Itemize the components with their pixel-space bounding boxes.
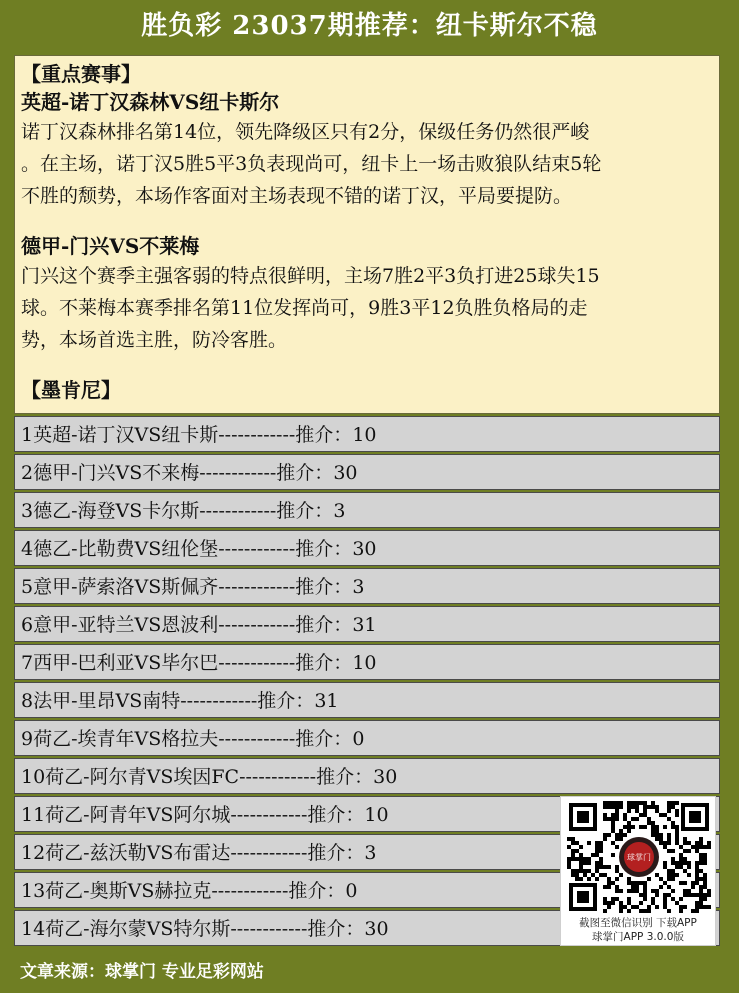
row-match: 14荷乙-海尔蒙VS特尔斯 — [21, 918, 231, 940]
qr-logo-text: 球掌门 — [627, 853, 651, 862]
match-analysis-line: 球。不莱梅本赛季排名第11位发挥尚可，9胜3平12负胜负格局的走 — [21, 297, 588, 319]
row-value: 30 — [352, 538, 377, 560]
row-label: 推介： — [295, 576, 353, 598]
row-value: 0 — [352, 728, 365, 750]
spacer — [21, 356, 713, 376]
row-match: 1英超-诺丁汉VS纽卡斯 — [21, 424, 219, 446]
row-value: 31 — [352, 614, 377, 636]
table-row — [14, 568, 720, 604]
row-match: 5意甲-萨索洛VS斯佩齐 — [21, 576, 219, 598]
match-analysis-line: 诺丁汉森林排名第14位，领先降级区只有2分，保级任务仍然很严峻 — [21, 121, 590, 143]
match-analysis-line: 不胜的颓势，本场作客面对主场表现不错的诺丁汉，平局要提防。 — [21, 185, 573, 207]
row-label: 推介： — [295, 652, 353, 674]
row-dashes: ------------ — [218, 576, 296, 598]
spacer — [21, 212, 713, 232]
table-row — [14, 758, 720, 794]
match-analysis-line: 。在主场，诺丁汉5胜5平3负表现尚可，纽卡上一场击败狼队结束5轮 — [21, 153, 602, 175]
row-dashes: ------------ — [230, 804, 308, 826]
row-dashes: ------------ — [218, 614, 296, 636]
key-matches-panel — [14, 55, 720, 414]
row-match: 6意甲-亚特兰VS恩波利 — [21, 614, 219, 636]
row-dashes: ------------ — [230, 918, 308, 940]
table-row — [14, 644, 720, 680]
row-label: 推介： — [295, 424, 353, 446]
qr-caption: 球掌门APP 3.0.0版 — [592, 931, 684, 943]
row-dashes: ------------ — [180, 690, 258, 712]
row-label: 推介： — [288, 880, 346, 902]
row-label: 推介： — [295, 728, 353, 750]
row-dashes: ------------ — [239, 766, 317, 788]
row-label: 推介： — [316, 766, 374, 788]
row-value: 3 — [364, 842, 377, 864]
row-value: 0 — [345, 880, 358, 902]
row-dashes: ------------ — [199, 500, 277, 522]
row-label: 推介： — [276, 462, 334, 484]
row-dashes: ------------ — [218, 424, 296, 446]
row-value: 30 — [373, 766, 398, 788]
row-dashes: ------------ — [218, 728, 296, 750]
row-match: 12荷乙-兹沃勒VS布雷达 — [21, 842, 231, 864]
source-footer: 文章来源：球掌门 专业足彩网站 — [20, 962, 264, 982]
table-row — [14, 606, 720, 642]
match-analysis-line: 势，本场首选主胜，防冷客胜。 — [21, 329, 288, 351]
row-value: 30 — [333, 462, 358, 484]
section-label: 【墨肯尼】 — [21, 378, 121, 402]
table-row — [14, 492, 720, 528]
qr-caption: 截图至微信识别 下载APP — [579, 917, 697, 929]
key-matches-heading: 【重点赛事】 — [21, 62, 141, 86]
row-label: 推介： — [295, 538, 353, 560]
row-dashes: ------------ — [230, 842, 308, 864]
match-title: 德甲-门兴VS不莱梅 — [21, 234, 200, 258]
row-match: 9荷乙-埃青年VS格拉夫 — [21, 728, 219, 750]
match-analysis-line: 门兴这个赛季主强客弱的特点很鲜明，主场7胜2平3负打进25球失15 — [21, 265, 600, 287]
row-value: 10 — [352, 424, 377, 446]
row-label: 推介： — [307, 842, 365, 864]
row-label: 推介： — [257, 690, 315, 712]
table-row — [14, 416, 720, 452]
page-title: 胜负彩 23037期推荐：纽卡斯尔不稳 — [141, 11, 598, 41]
match-title: 英超-诺丁汉森林VS纽卡斯尔 — [21, 90, 280, 114]
table-row — [14, 530, 720, 566]
table-row — [14, 682, 720, 718]
row-dashes: ------------ — [199, 462, 277, 484]
row-label: 推介： — [307, 804, 365, 826]
row-match: 4德乙-比勒费VS纽伦堡 — [21, 538, 219, 560]
row-match: 11荷乙-阿青年VS阿尔城 — [21, 804, 231, 826]
row-value: 10 — [352, 652, 377, 674]
qr-code-card — [560, 796, 716, 946]
row-match: 13荷乙-奥斯VS赫拉克 — [21, 880, 212, 902]
row-label: 推介： — [295, 614, 353, 636]
row-value: 3 — [333, 500, 346, 522]
row-dashes: ------------ — [211, 880, 289, 902]
qr-code-icon — [567, 801, 711, 913]
row-match: 2德甲-门兴VS不来梅 — [21, 462, 200, 484]
row-dashes: ------------ — [218, 538, 296, 560]
row-label: 推介： — [276, 500, 334, 522]
row-dashes: ------------ — [218, 652, 296, 674]
row-match: 7西甲-巴利亚VS毕尔巴 — [21, 652, 219, 674]
row-value: 30 — [364, 918, 389, 940]
row-value: 31 — [314, 690, 339, 712]
table-row — [14, 454, 720, 490]
row-value: 3 — [352, 576, 365, 598]
row-match: 8法甲-里昂VS南特 — [21, 690, 181, 712]
row-label: 推介： — [307, 918, 365, 940]
row-match: 3德乙-海登VS卡尔斯 — [21, 500, 200, 522]
table-row — [14, 720, 720, 756]
row-value: 10 — [364, 804, 389, 826]
row-match: 10荷乙-阿尔青VS埃因FC — [21, 766, 240, 788]
